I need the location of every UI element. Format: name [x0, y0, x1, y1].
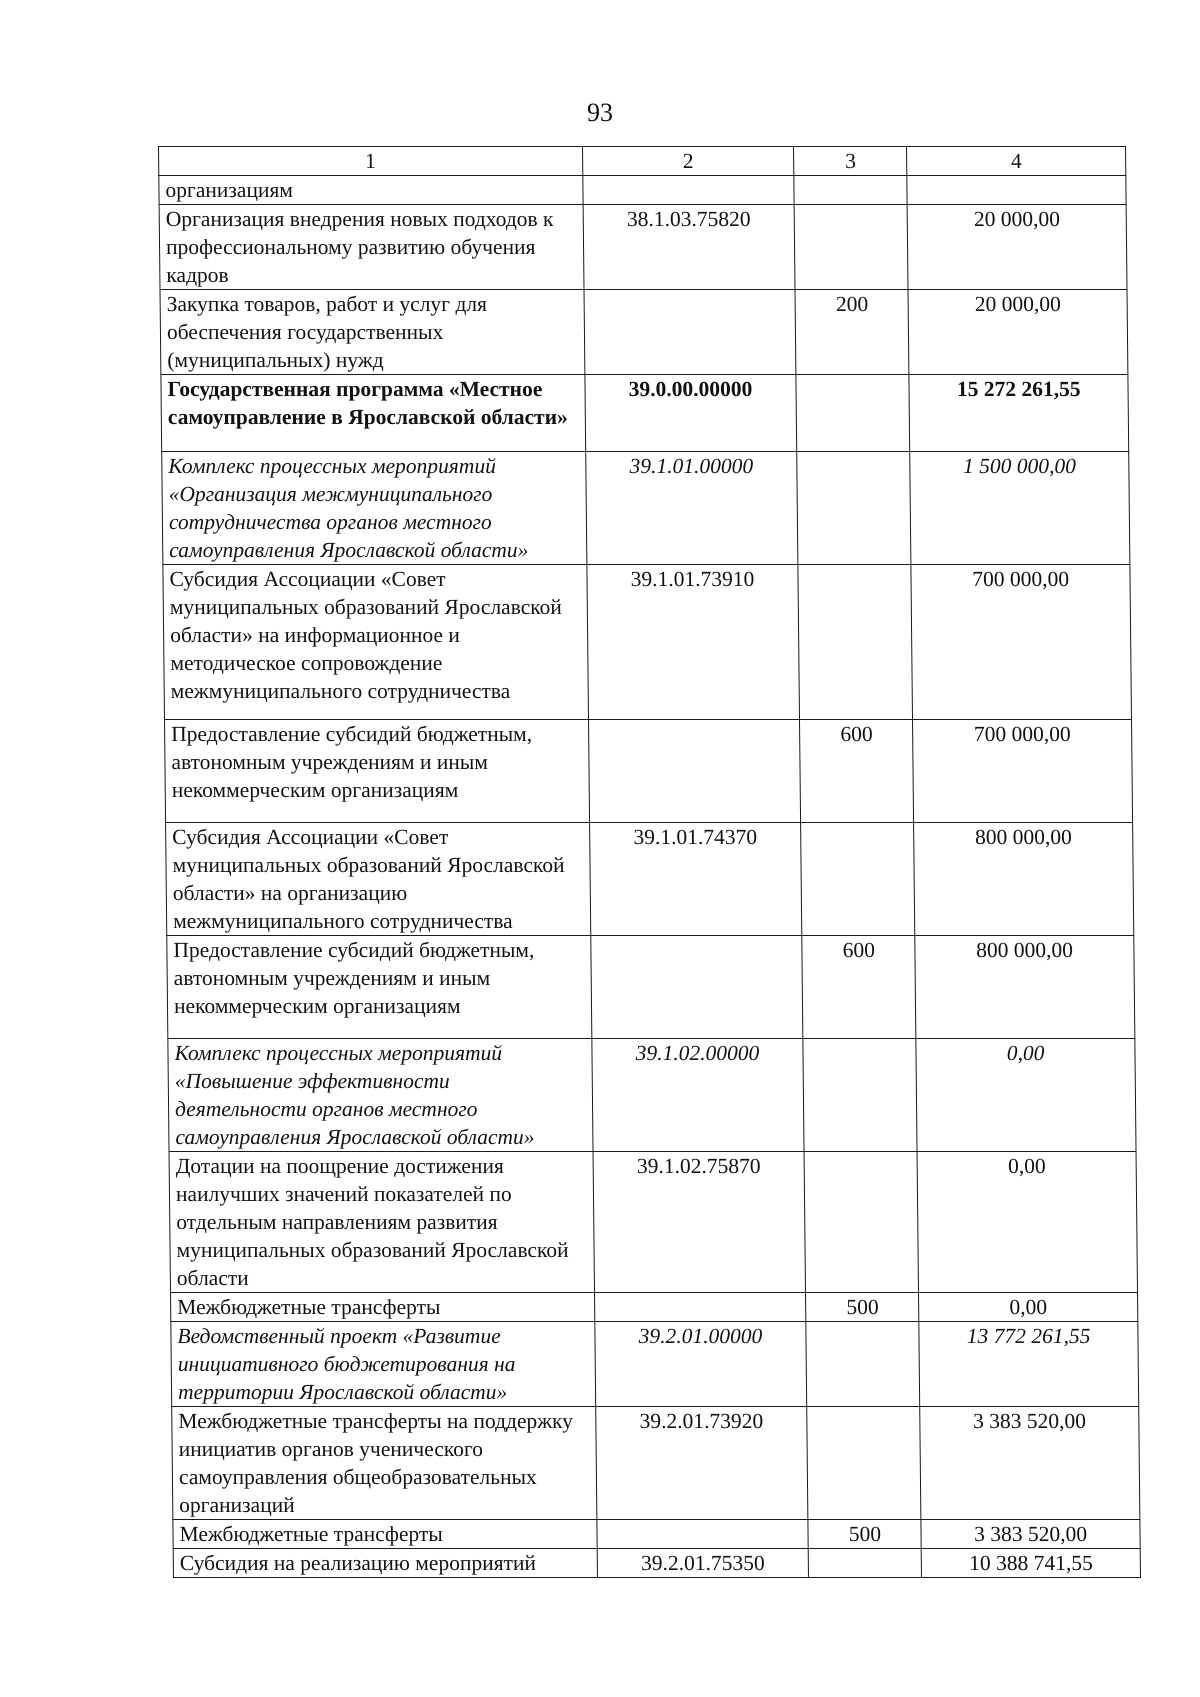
column-header-1: 1 [159, 147, 583, 176]
amount-cell: 3 383 520,00 [920, 1407, 1140, 1520]
expense-type-cell: 500 [808, 1520, 921, 1549]
code-cell: 38.1.03.75820 [583, 205, 796, 290]
expense-type-cell [798, 565, 912, 720]
code-cell: 39.2.01.75350 [597, 1549, 809, 1578]
expense-type-cell [795, 205, 909, 290]
table-body [159, 176, 1141, 1578]
table-row [173, 1549, 1140, 1578]
code-cell [596, 1520, 808, 1549]
amount-cell: 0,00 [917, 1152, 1137, 1293]
amount-cell: 10 388 741,55 [921, 1549, 1140, 1578]
name-cell: Комплекс процессных мероприятий «Организация межмуниципального сотрудничества органов местного самоуправления Ярославской области» [162, 452, 587, 565]
expense-type-cell [803, 1039, 917, 1152]
expense-type-cell [794, 176, 907, 205]
expense-type-cell: 600 [800, 720, 914, 823]
amount-cell: 800 000,00 [914, 823, 1134, 936]
table-row [163, 565, 1132, 720]
table-row [167, 936, 1135, 1039]
expense-type-cell: 600 [802, 936, 916, 1039]
name-cell: организациям [159, 176, 583, 205]
name-cell: Ведомственный проект «Развитие инициативного бюджетирования на территории Ярославской области» [171, 1322, 595, 1407]
amount-cell: 20 000,00 [908, 290, 1128, 375]
code-cell: 39.1.01.00000 [585, 452, 798, 565]
table-header [159, 147, 1126, 176]
expense-type-cell [809, 1549, 922, 1578]
name-cell: Дотации на поощрение достижения наилучших значений показателей по отдельным направлениям развития муниципальных образований Ярославской области [169, 1152, 594, 1293]
name-cell: Межбюджетные трансферты на поддержку инициатив органов ученического самоуправления общеобразовательных организаций [172, 1407, 597, 1520]
expense-type-cell [796, 375, 910, 452]
code-cell: 39.1.02.00000 [591, 1039, 804, 1152]
header-row [159, 147, 1126, 176]
code-cell: 39.0.00.00000 [584, 375, 797, 452]
column-header-4: 4 [907, 147, 1126, 176]
expense-type-cell [797, 452, 911, 565]
table-row [166, 823, 1134, 936]
name-cell: Предоставление субсидий бюджетным, автономным учреждениям и иным некоммерческим организациям [165, 720, 590, 823]
code-cell: 39.1.02.75870 [593, 1152, 806, 1293]
code-cell: 39.2.01.73920 [595, 1407, 808, 1520]
code-cell: 39.1.01.74370 [589, 823, 802, 936]
amount-cell: 0,00 [916, 1039, 1136, 1152]
name-cell: Межбюджетные трансферты [171, 1293, 595, 1322]
name-cell: Субсидия Ассоциации «Совет муниципальных образований Ярославской области» на информационное и методическое сопровождение межмуниципального сотрудничества [163, 565, 588, 720]
code-cell [584, 290, 797, 375]
code-cell: 39.2.01.00000 [594, 1322, 807, 1407]
table-row [171, 1322, 1139, 1407]
expense-type-cell: 200 [795, 290, 909, 375]
code-cell [594, 1293, 806, 1322]
name-cell: Организация внедрения новых подходов к профессиональному развитию обучения кадров [159, 205, 583, 290]
amount-cell: 3 383 520,00 [921, 1520, 1140, 1549]
table-row [161, 375, 1129, 452]
amount-cell: 1 500 000,00 [910, 452, 1130, 565]
code-cell: 39.1.01.73910 [586, 565, 799, 720]
amount-cell: 700 000,00 [913, 720, 1133, 823]
amount-cell [907, 176, 1126, 205]
table-row [172, 1407, 1140, 1520]
table-row [159, 176, 1126, 205]
name-cell: Государственная программа «Местное самоуправление в Ярославской области» [161, 375, 585, 452]
name-cell: Субсидия Ассоциации «Совет муниципальных образований Ярославской области» на организацию межмуниципального сотрудничества [166, 823, 591, 936]
amount-cell: 0,00 [919, 1293, 1138, 1322]
table-row [159, 205, 1127, 290]
amount-cell: 700 000,00 [911, 565, 1131, 720]
budget-table [158, 146, 1141, 1578]
code-cell [590, 936, 803, 1039]
amount-cell: 800 000,00 [915, 936, 1135, 1039]
amount-cell: 20 000,00 [907, 205, 1127, 290]
code-cell [582, 176, 794, 205]
name-cell: Закупка товаров, работ и услуг для обеспечения государственных (муниципальных) нужд [160, 290, 584, 375]
name-cell: Субсидия на реализацию мероприятий [173, 1549, 597, 1578]
amount-cell: 15 272 261,55 [909, 375, 1129, 452]
column-header-3: 3 [794, 147, 907, 176]
table-row [168, 1039, 1136, 1152]
table-row [165, 720, 1133, 823]
table-row [173, 1520, 1140, 1549]
name-cell: Комплекс процессных мероприятий «Повышение эффективности деятельности органов местного самоуправления Ярославской области» [168, 1039, 593, 1152]
page-number: 93 [587, 98, 613, 127]
expense-type-cell [807, 1407, 921, 1520]
table-row [162, 452, 1130, 565]
table-row [171, 1293, 1138, 1322]
table-row [169, 1152, 1137, 1293]
expense-type-cell [804, 1152, 918, 1293]
table-row [160, 290, 1128, 375]
name-cell: Межбюджетные трансферты [173, 1520, 597, 1549]
name-cell: Предоставление субсидий бюджетным, автономным учреждениям и иным некоммерческим организациям [167, 936, 592, 1039]
expense-type-cell: 500 [806, 1293, 919, 1322]
amount-cell: 13 772 261,55 [919, 1322, 1139, 1407]
column-header-2: 2 [582, 147, 794, 176]
code-cell [588, 720, 801, 823]
expense-type-cell [806, 1322, 920, 1407]
expense-type-cell [801, 823, 915, 936]
